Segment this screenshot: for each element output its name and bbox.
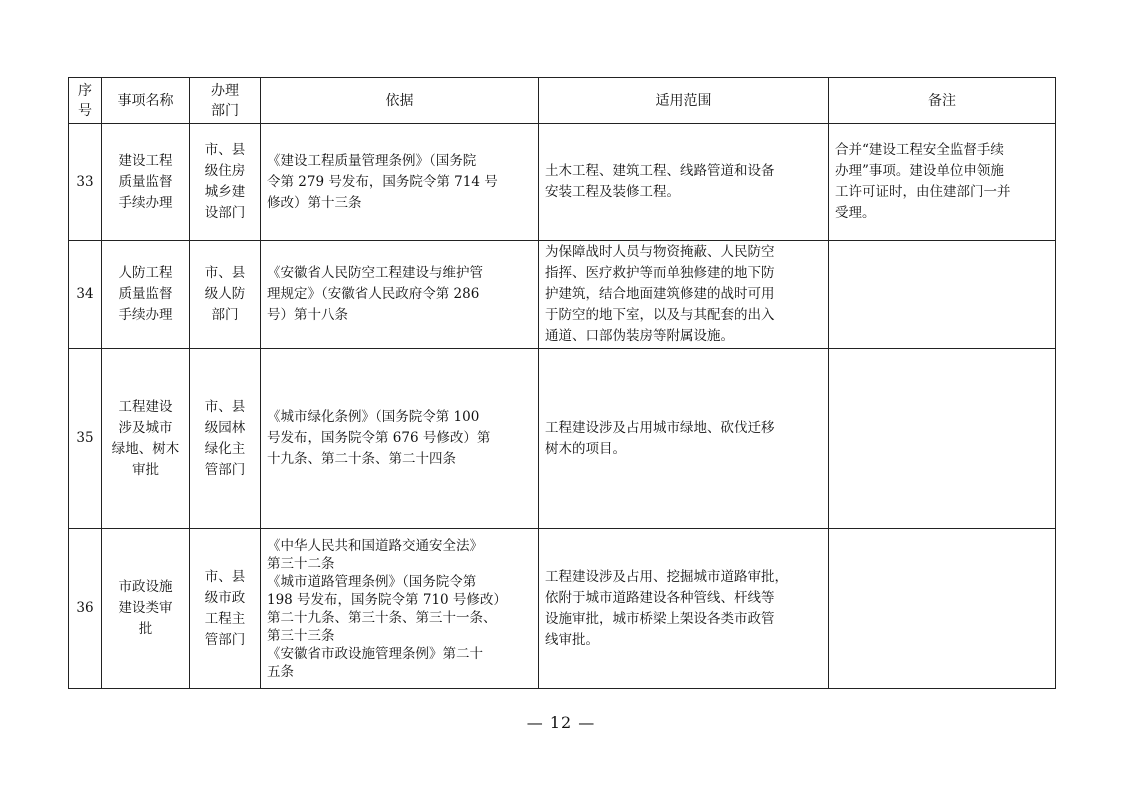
applicable-scope: 工程建设涉及占用、挖掘城市道路审批， 依附于城市道路建设各种管线、杆线等 设施审批，城市桥梁上架设各类市政管 线审批。 xyxy=(539,529,829,689)
applicable-scope: 为保障战时人员与物资掩蔽、人民防空 指挥、医疗救护等而单独修建的地下防 护建筑，结合地面建筑修建的战时可用 于防空的地下室，以及与其配套的出入 通道、口部伪装房等附属设施。 xyxy=(539,241,829,349)
legal-basis: 《安徽省人民防空工程建设与维护管 理规定》（安徽省人民政府令第 286 号）第十八条 xyxy=(261,241,539,349)
header-note: 备注 xyxy=(829,78,1056,124)
table-row xyxy=(69,529,1056,689)
row-number: 35 xyxy=(69,349,102,529)
remarks xyxy=(829,529,1056,689)
header-scope: 适用范围 xyxy=(539,78,829,124)
applicable-scope: 土木工程、建筑工程、线路管道和设备 安装工程及装修工程。 xyxy=(539,124,829,241)
page-number: — 12 — xyxy=(526,713,596,732)
row-number: 34 xyxy=(69,241,102,349)
applicable-scope: 工程建设涉及占用城市绿地、砍伐迁移 树木的项目。 xyxy=(539,349,829,529)
handling-department: 市、县 级园林 绿化主 管部门 xyxy=(190,349,261,529)
header-basis: 依据 xyxy=(261,78,539,124)
table-row xyxy=(69,124,1056,241)
item-name: 市政设施 建设类审 批 xyxy=(102,529,190,689)
handling-department: 市、县 级市政 工程主 管部门 xyxy=(190,529,261,689)
legal-basis: 《城市绿化条例》（国务院令第 100 号发布，国务院令第 676 号修改）第 十九条、第二十条、第二十四条 xyxy=(261,349,539,529)
remarks: 合并“建设工程安全监督手续 办理”事项。建设单位申领施 工许可证时，由住建部门一并 受理。 xyxy=(829,124,1056,241)
header-name: 事项名称 xyxy=(102,78,190,124)
item-name: 建设工程 质量监督 手续办理 xyxy=(102,124,190,241)
handling-department: 市、县 级住房 城乡建 设部门 xyxy=(190,124,261,241)
header-row xyxy=(69,78,1056,124)
legal-basis: 《中华人民共和国道路交通安全法》 第三十二条 《城市道路管理条例》（国务院令第 198 号发布，国务院令第 710 号修改） 第二十九条、第三十条、第三十一条、 第三十三条 《安徽省市政设施管理条例》第二十 五条 xyxy=(261,529,539,689)
row-number: 36 xyxy=(69,529,102,689)
remarks xyxy=(829,241,1056,349)
header-no: 序 号 xyxy=(69,78,102,124)
table-row xyxy=(69,241,1056,349)
header-dept: 办理 部门 xyxy=(190,78,261,124)
item-name: 人防工程 质量监督 手续办理 xyxy=(102,241,190,349)
item-name: 工程建设 涉及城市 绿地、树木 审批 xyxy=(102,349,190,529)
remarks xyxy=(829,349,1056,529)
items-table xyxy=(68,77,1056,689)
table-row xyxy=(69,349,1056,529)
handling-department: 市、县 级人防 部门 xyxy=(190,241,261,349)
row-number: 33 xyxy=(69,124,102,241)
legal-basis: 《建设工程质量管理条例》（国务院 令第 279 号发布，国务院令第 714 号 修改）第十三条 xyxy=(261,124,539,241)
